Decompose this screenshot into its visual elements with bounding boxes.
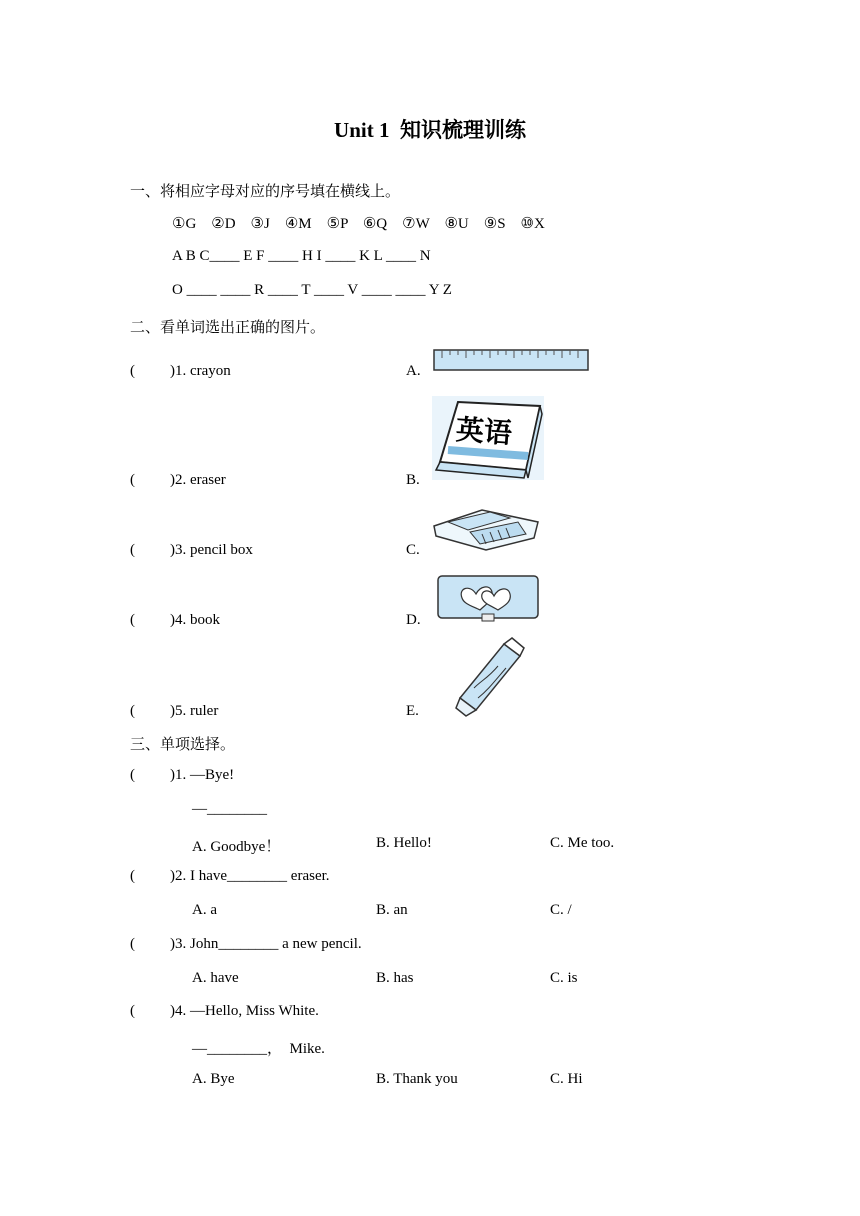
match-item-4-paren: (	[130, 612, 135, 628]
crayon-picture	[452, 636, 528, 718]
match-item-2: )2. eraser	[170, 472, 226, 488]
alphabet-line-2: O ____ ____ R ____ T ____ V ____ ____ Y Z	[172, 282, 452, 298]
question-1-stem: )1. —Bye!	[170, 767, 235, 783]
section2-heading: 二、看单词选出正确的图片。	[130, 320, 326, 336]
section3-heading: 三、单项选择。	[130, 737, 236, 753]
page-title: Unit 1 知识梳理训练	[334, 118, 526, 142]
option-letter-d: D.	[406, 612, 421, 628]
question-1-line2: —________	[192, 801, 267, 817]
question-3-option-b: B. has	[376, 970, 414, 986]
question-1-option-c: C. Me too.	[550, 835, 615, 851]
match-item-4: )4. book	[170, 612, 220, 628]
pencil-box-picture	[436, 574, 542, 624]
question-4-option-a: A. Bye	[192, 1071, 235, 1087]
question-2-paren: (	[130, 868, 135, 884]
question-1-option-a: A. Goodbye！	[192, 839, 281, 855]
option-letter-c: C.	[406, 542, 420, 558]
eraser-picture	[430, 504, 542, 552]
letter-options: ①G ②D ③J ④M ⑤P ⑥Q ⑦W ⑧U ⑨S ⑩X	[172, 216, 545, 232]
question-2-option-c: C. /	[550, 902, 572, 918]
question-4-stem: )4. —Hello, Miss White.	[170, 1003, 319, 1019]
question-3-paren: (	[130, 936, 135, 952]
question-2-stem: )2. I have________ eraser.	[170, 868, 330, 884]
match-item-2-paren: (	[130, 472, 135, 488]
match-item-5-paren: (	[130, 703, 135, 719]
match-item-3: )3. pencil box	[170, 542, 253, 558]
alphabet-line-1: A B C____ E F ____ H I ____ K L ____ N	[172, 248, 431, 264]
option-letter-b: B.	[406, 472, 420, 488]
question-4-paren: (	[130, 1003, 135, 1019]
question-2-option-b: B. an	[376, 902, 408, 918]
question-3-option-a: A. have	[192, 970, 239, 986]
question-3-option-c: C. is	[550, 970, 578, 986]
section1-heading: 一、将相应字母对应的序号填在横线上。	[130, 184, 401, 200]
match-item-3-paren: (	[130, 542, 135, 558]
match-item-1: )1. crayon	[170, 363, 231, 379]
match-item-1-paren: (	[130, 363, 135, 379]
ruler-picture	[432, 346, 592, 378]
option-letter-a: A.	[406, 363, 421, 379]
book-cover-text: 英语	[454, 413, 513, 450]
question-4-option-c: C. Hi	[550, 1071, 583, 1087]
question-1-option-b: B. Hello!	[376, 835, 432, 851]
option-letter-e: E.	[406, 703, 419, 719]
question-2-option-a: A. a	[192, 902, 217, 918]
question-4-line2: —________， Mike.	[192, 1041, 325, 1057]
question-4-option-b: B. Thank you	[376, 1071, 458, 1087]
question-3-stem: )3. John________ a new pencil.	[170, 936, 362, 952]
match-item-5: )5. ruler	[170, 703, 219, 719]
question-1-paren: (	[130, 767, 135, 783]
